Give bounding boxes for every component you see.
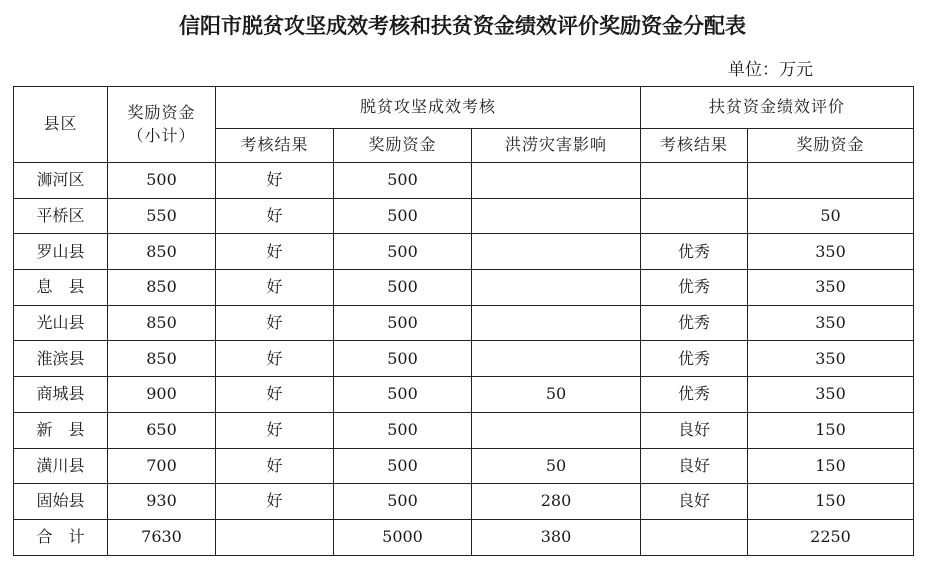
cell-reward: 500: [334, 448, 472, 484]
cell-eval: 优秀: [641, 305, 748, 341]
cell-flood: [472, 234, 641, 270]
cell-reward: 500: [334, 341, 472, 377]
cell-total-eval-reward: 2250: [748, 519, 914, 555]
cell-reward: 500: [334, 270, 472, 306]
cell-county: 新 县: [14, 412, 108, 448]
cell-flood: [472, 305, 641, 341]
header-evaluation-reward: 奖励资金: [748, 129, 914, 163]
cell-eval-reward: 350: [748, 377, 914, 413]
cell-flood: [472, 198, 641, 234]
cell-subtotal: 850: [108, 234, 216, 270]
header-assessment-result: 考核结果: [216, 129, 334, 163]
table-row: [14, 448, 914, 484]
cell-county: 息 县: [14, 270, 108, 306]
cell-eval: 良好: [641, 484, 748, 520]
table-row: [14, 270, 914, 306]
cell-reward: 500: [334, 412, 472, 448]
cell-assess: 好: [216, 412, 334, 448]
cell-flood: [472, 270, 641, 306]
unit-label: 单位：万元: [728, 60, 813, 80]
table-row: [14, 484, 914, 520]
table-row: [14, 163, 914, 199]
cell-assess: 好: [216, 448, 334, 484]
cell-county: 固始县: [14, 484, 108, 520]
cell-flood: 280: [472, 484, 641, 520]
cell-eval: 良好: [641, 448, 748, 484]
cell-flood: 50: [472, 448, 641, 484]
cell-reward: 500: [334, 234, 472, 270]
allocation-table: [13, 86, 914, 556]
cell-eval-reward: 150: [748, 412, 914, 448]
cell-county: 商城县: [14, 377, 108, 413]
total-row: [14, 519, 914, 555]
cell-flood: [472, 412, 641, 448]
cell-eval: 优秀: [641, 341, 748, 377]
cell-eval: 优秀: [641, 270, 748, 306]
table-row: [14, 412, 914, 448]
cell-total-reward: 5000: [334, 519, 472, 555]
cell-county: 淮滨县: [14, 341, 108, 377]
cell-county: 平桥区: [14, 198, 108, 234]
cell-eval: 良好: [641, 412, 748, 448]
cell-eval-reward: 350: [748, 305, 914, 341]
cell-total-label: 合 计: [14, 519, 108, 555]
cell-flood: [472, 163, 641, 199]
header-reward-subtotal: 奖励资金 （小计）: [108, 87, 216, 163]
cell-eval-reward: 50: [748, 198, 914, 234]
cell-eval: [641, 163, 748, 199]
cell-eval-reward: 350: [748, 341, 914, 377]
cell-eval: [641, 198, 748, 234]
cell-total-flood: 380: [472, 519, 641, 555]
cell-eval: 优秀: [641, 234, 748, 270]
table-row: [14, 234, 914, 270]
cell-reward: 500: [334, 484, 472, 520]
cell-county: 罗山县: [14, 234, 108, 270]
cell-eval-reward: 150: [748, 484, 914, 520]
header-row-1: [14, 87, 914, 129]
cell-reward: 500: [334, 198, 472, 234]
header-county: 县区: [14, 87, 108, 163]
cell-subtotal: 930: [108, 484, 216, 520]
cell-assess: 好: [216, 270, 334, 306]
header-reward-fund: 奖励资金: [334, 129, 472, 163]
cell-reward: 500: [334, 305, 472, 341]
cell-county: 浉河区: [14, 163, 108, 199]
cell-subtotal: 850: [108, 305, 216, 341]
cell-subtotal: 850: [108, 270, 216, 306]
cell-assess: 好: [216, 341, 334, 377]
cell-assess: 好: [216, 198, 334, 234]
cell-eval: 优秀: [641, 377, 748, 413]
cell-subtotal: 700: [108, 448, 216, 484]
cell-reward: 500: [334, 377, 472, 413]
cell-reward: 500: [334, 163, 472, 199]
table-row: [14, 341, 914, 377]
cell-county: 潢川县: [14, 448, 108, 484]
cell-eval-reward: [748, 163, 914, 199]
cell-flood: 50: [472, 377, 641, 413]
cell-eval-reward: 350: [748, 270, 914, 306]
table-row: [14, 305, 914, 341]
header-fund-evaluation: 扶贫资金绩效评价: [641, 87, 914, 129]
cell-subtotal: 850: [108, 341, 216, 377]
cell-assess: 好: [216, 484, 334, 520]
cell-total-subtotal: 7630: [108, 519, 216, 555]
table-row: [14, 377, 914, 413]
document-title: 信阳市脱贫攻坚成效考核和扶贫资金绩效评价奖励资金分配表: [179, 14, 746, 38]
cell-subtotal: 500: [108, 163, 216, 199]
cell-subtotal: 650: [108, 412, 216, 448]
cell-eval-reward: 150: [748, 448, 914, 484]
header-evaluation-result: 考核结果: [641, 129, 748, 163]
table-row: [14, 198, 914, 234]
header-flood-impact: 洪涝灾害影响: [472, 129, 641, 163]
cell-assess: 好: [216, 163, 334, 199]
cell-subtotal: 550: [108, 198, 216, 234]
cell-total-assess: [216, 519, 334, 555]
cell-assess: 好: [216, 305, 334, 341]
cell-county: 光山县: [14, 305, 108, 341]
header-poverty-assessment: 脱贫攻坚成效考核: [216, 87, 641, 129]
cell-subtotal: 900: [108, 377, 216, 413]
cell-assess: 好: [216, 377, 334, 413]
cell-eval-reward: 350: [748, 234, 914, 270]
cell-flood: [472, 341, 641, 377]
cell-assess: 好: [216, 234, 334, 270]
cell-total-eval: [641, 519, 748, 555]
